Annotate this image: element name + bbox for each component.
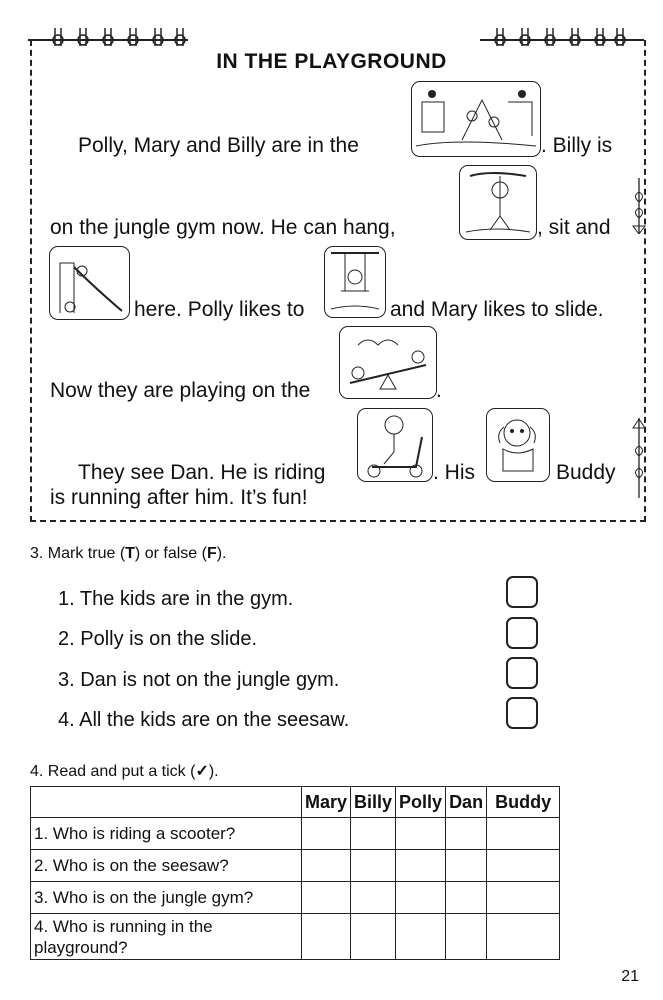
flower-decoration-icon [630, 178, 648, 234]
tick-cell[interactable] [446, 882, 487, 914]
page-number: 21 [621, 968, 639, 985]
tick-cell[interactable] [396, 818, 446, 850]
tick-symbol: ✓ [195, 763, 209, 780]
tick-cell[interactable] [446, 850, 487, 882]
scooter-picture [357, 408, 433, 482]
table-header-row [31, 787, 560, 818]
statement-1: 1. The kids are in the gym. [58, 588, 294, 610]
answer-box-2[interactable] [506, 617, 538, 649]
false-letter: F [206, 545, 217, 562]
arrow-decoration-icon [630, 418, 648, 498]
story-line-2b: , sit and [537, 216, 611, 239]
story-line-1a: Polly, Mary and Billy are in the [78, 134, 359, 157]
question-4: 4. Who is running in the playground? [31, 914, 302, 960]
question-1: 1. Who is riding a scooter? [31, 818, 302, 850]
swing-picture [324, 246, 386, 318]
table-row [31, 818, 560, 850]
tick-cell[interactable] [396, 850, 446, 882]
story-line-4b: . [436, 379, 442, 402]
tick-cell[interactable] [302, 850, 351, 882]
tick-table [30, 786, 560, 960]
story-line-5c: Buddy [556, 461, 616, 484]
statement-3: 3. Dan is not on the jungle gym. [58, 669, 340, 691]
story-line-3a: here. Polly likes to [134, 298, 305, 321]
statement-4: 4. All the kids are on the seesaw. [58, 709, 350, 731]
tick-cell[interactable] [396, 914, 446, 960]
tick-cell[interactable] [302, 882, 351, 914]
story-line-3b: and Mary likes to slide. [390, 298, 604, 321]
column-dan: Dan [446, 787, 487, 818]
table-corner [31, 787, 302, 818]
exercise-3-number: 3. [30, 545, 44, 562]
playground-picture [411, 81, 541, 157]
tick-cell[interactable] [446, 818, 487, 850]
exercise-3-text-c: ). [216, 545, 227, 562]
hanging-boy-picture [459, 165, 537, 240]
column-polly: Polly [396, 787, 446, 818]
question-2: 2. Who is on the seesaw? [31, 850, 302, 882]
exercise-3-instruction [30, 545, 227, 563]
tick-cell[interactable] [351, 850, 396, 882]
story-line-6: is running after him. It’s fun! [50, 486, 308, 509]
story-line-1b: . Billy is [541, 134, 613, 157]
exercise-3-text-b: ) or false ( [134, 545, 207, 562]
tick-cell[interactable] [487, 914, 560, 960]
tick-cell[interactable] [396, 882, 446, 914]
exercise-4-text-a: 4. Read and put a tick ( [30, 763, 196, 780]
statement-2: 2. Polly is on the slide. [58, 628, 257, 650]
slide-picture [49, 246, 130, 320]
exercise-4-text-b: ). [208, 763, 219, 780]
tick-cell[interactable] [351, 914, 396, 960]
exercise-4-instruction [30, 761, 219, 781]
story-title: IN THE PLAYGROUND [216, 50, 447, 73]
table-row [31, 882, 560, 914]
table-row [31, 914, 560, 960]
table-row [31, 850, 560, 882]
dog-picture [486, 408, 550, 482]
tick-cell[interactable] [487, 818, 560, 850]
answer-box-1[interactable] [506, 576, 538, 608]
question-3: 3. Who is on the jungle gym? [31, 882, 302, 914]
true-letter: T [125, 545, 135, 562]
seesaw-picture [339, 326, 437, 399]
tick-cell[interactable] [487, 882, 560, 914]
column-mary: Mary [302, 787, 351, 818]
story-line-5a: They see Dan. He is riding [78, 461, 326, 484]
story-line-2a: on the jungle gym now. He can hang, [50, 216, 396, 239]
tick-cell[interactable] [446, 914, 487, 960]
answer-box-4[interactable] [506, 697, 538, 729]
tick-cell[interactable] [302, 914, 351, 960]
answer-box-3[interactable] [506, 657, 538, 689]
tick-cell[interactable] [351, 818, 396, 850]
column-billy: Billy [351, 787, 396, 818]
story-line-5b: . His [433, 461, 475, 484]
tick-cell[interactable] [487, 850, 560, 882]
tick-cell[interactable] [302, 818, 351, 850]
tick-cell[interactable] [351, 882, 396, 914]
exercise-3-text-a: Mark true ( [47, 545, 126, 562]
story-line-4a: Now they are playing on the [50, 379, 311, 402]
column-buddy: Buddy [487, 787, 560, 818]
